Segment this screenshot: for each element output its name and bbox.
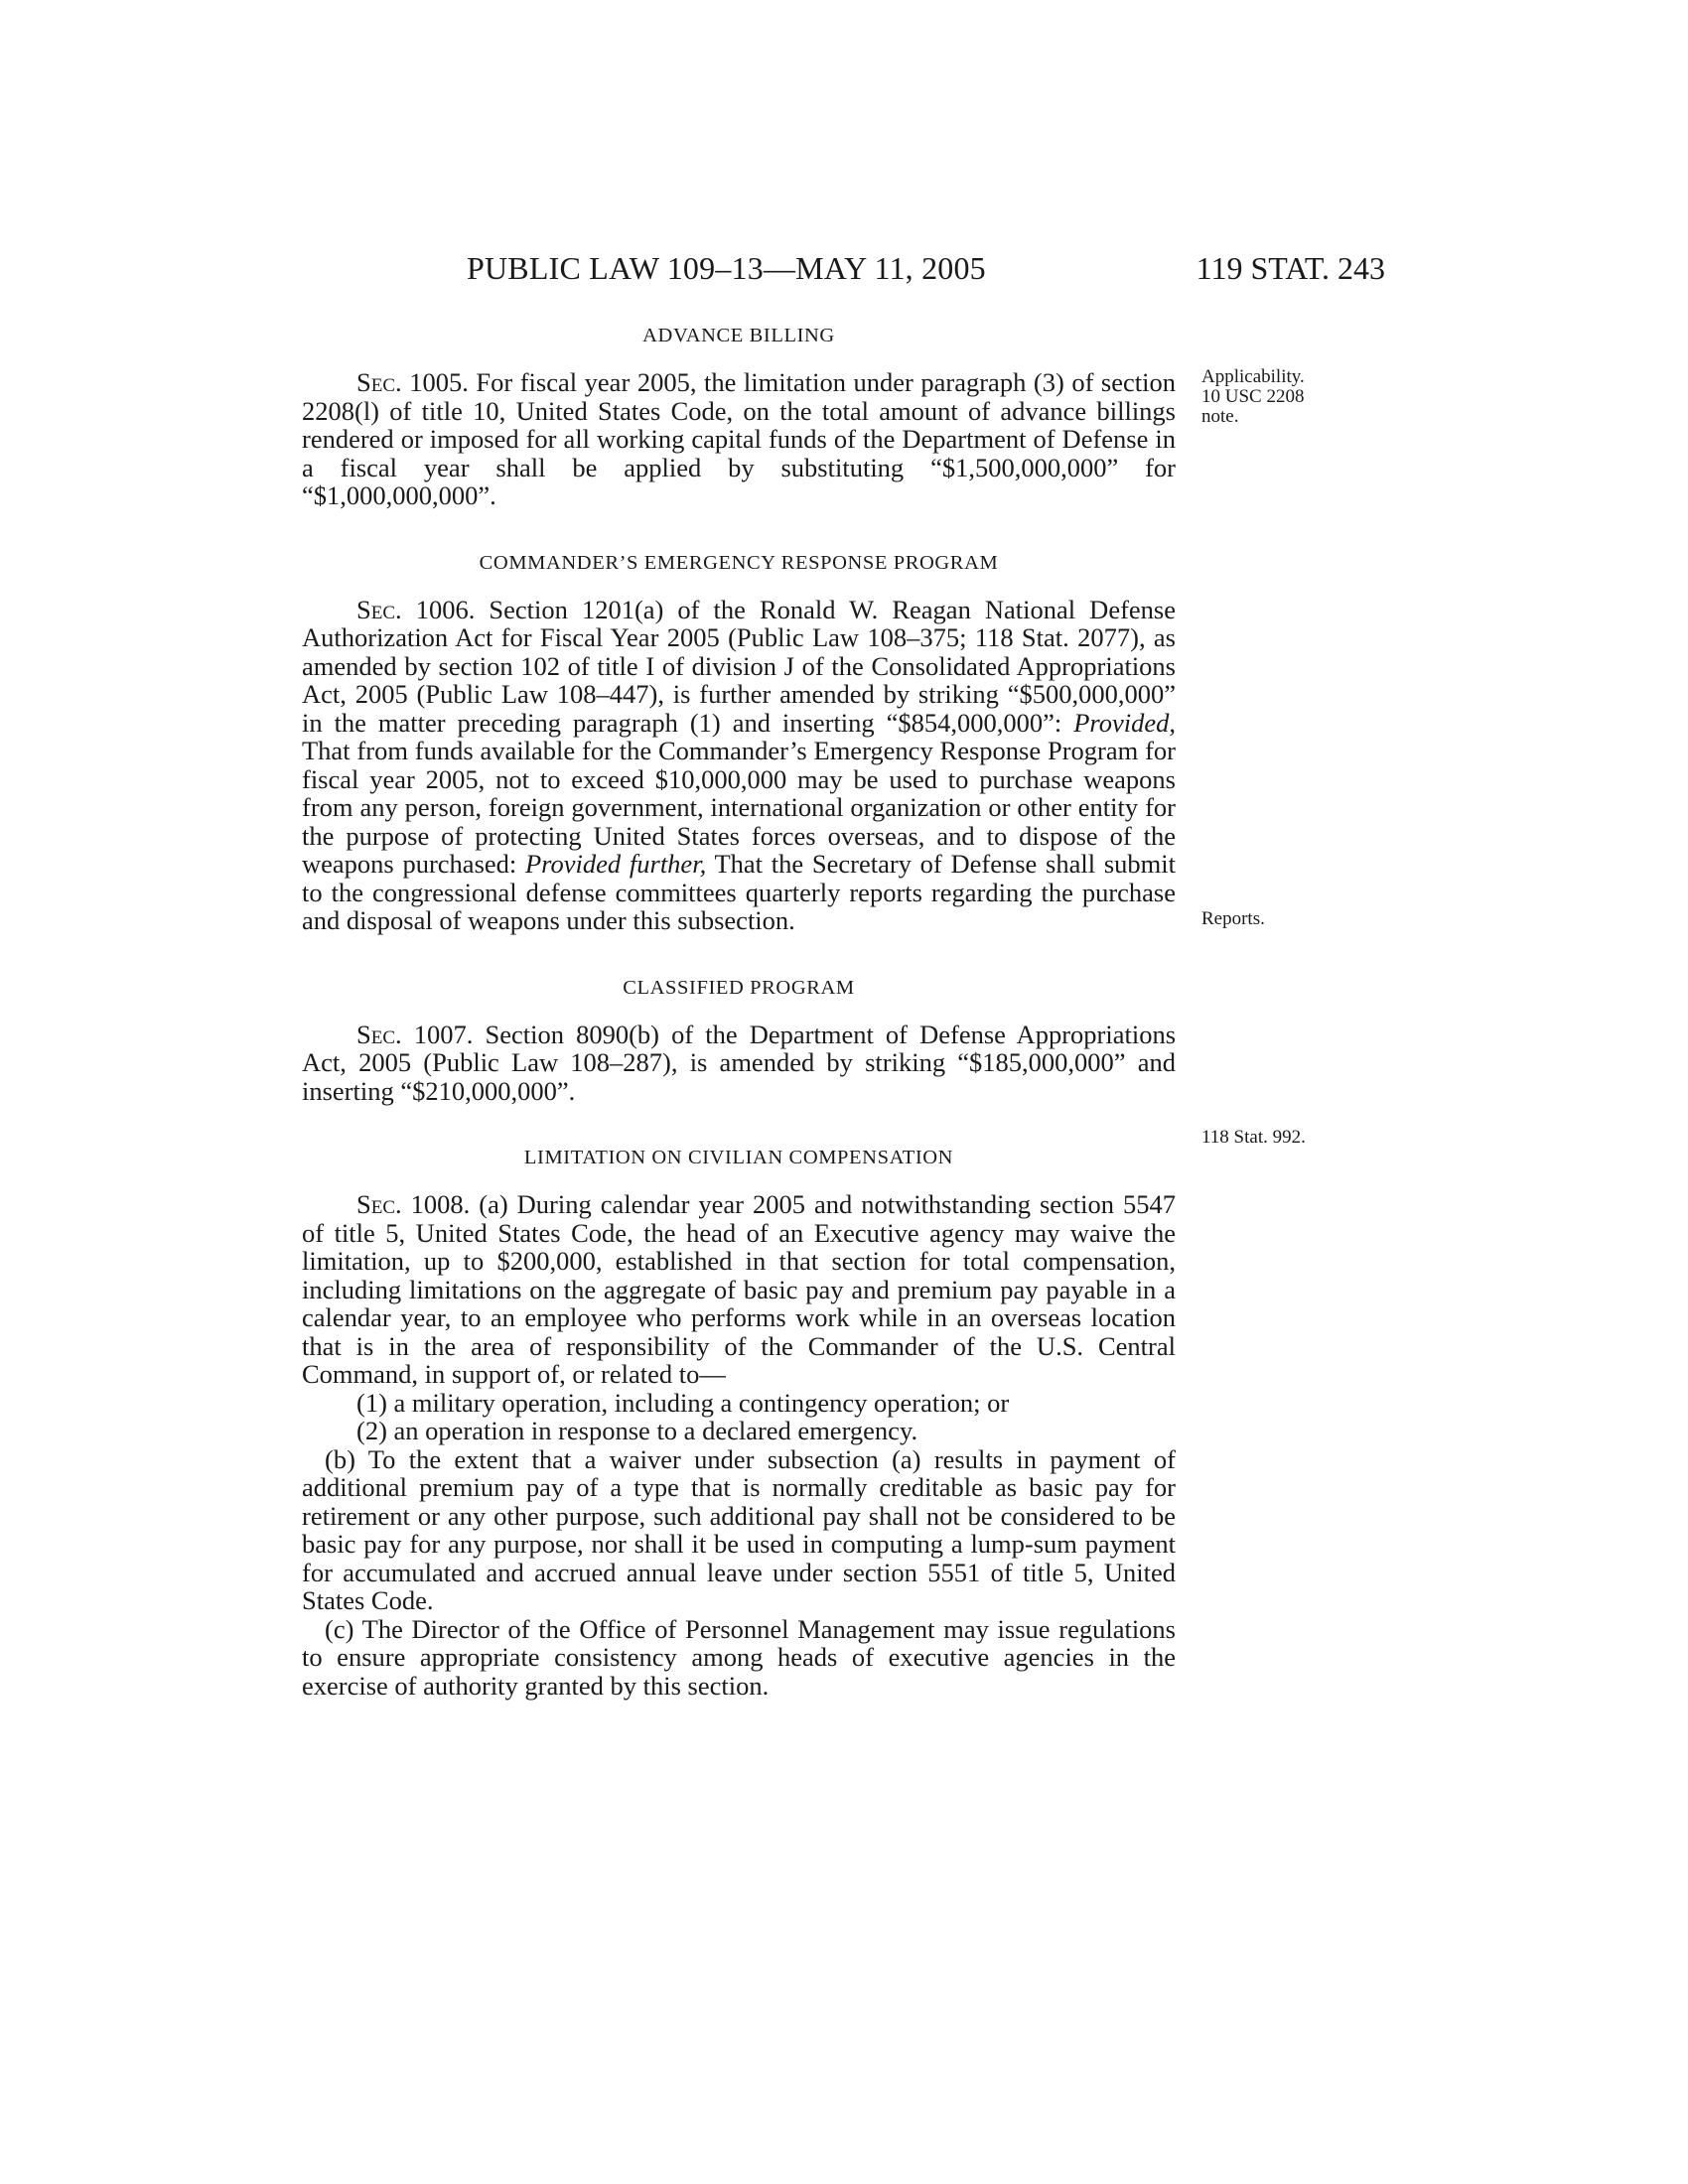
- section-label: Sec.: [356, 1189, 402, 1219]
- margin-note-applicability: [1201, 367, 1305, 427]
- section-1008-item-2: (2) an operation in response to a declared emergency.: [356, 1416, 918, 1445]
- section-1006: [302, 550, 1176, 935]
- section-1006-heading: COMMANDER’S EMERGENCY RESPONSE PROGRAM: [479, 551, 999, 574]
- section-1005-body: 1005. For fiscal year 2005, the limitation under paragraph (3) of section 2208(l) of title 10, United States Code, on the total amount of advance billings rendered or imposed for all working capital funds of the Department of Defense in a fiscal year shall be applied by substituting “$1,500,000,000” for “$1,000,000,000”.: [302, 367, 1176, 510]
- section-1007-text: [302, 1021, 1176, 1106]
- section-1005: [302, 323, 1176, 510]
- section-1008-item-1-text: (1) a military operation, including a contingency operation; or: [356, 1387, 1010, 1418]
- margin-note-applicability-line2: 10 USC 2208: [1201, 386, 1305, 407]
- section-label: Sec.: [356, 367, 402, 397]
- statute-page-number: 119 STAT. 243: [1196, 250, 1385, 286]
- provided-clause: Provided,: [1073, 707, 1176, 738]
- margin-note-stat-reference: 118 Stat. 992.: [1201, 1127, 1306, 1148]
- section-1005-heading: ADVANCE BILLING: [642, 325, 835, 346]
- margin-note-applicability-line1: Applicability.: [1201, 366, 1305, 387]
- section-1005-text: [302, 368, 1176, 510]
- section-1006-body-c: That the Secretary of Defense shall submit to the congressional defense committees quarterly reports regarding the purchase and disposal of weapons under this subsection.: [302, 849, 1176, 935]
- section-1008-item-1: [302, 1389, 1176, 1418]
- document-body: [302, 323, 1176, 1700]
- section-1007: [302, 975, 1176, 1106]
- section-1006-body-b: That from funds available for the Commander’s Emergency Response Program for fiscal year 2005, not to exceed $10,000,000 may be used to purchase weapons from any person, foreign government, international organization or other entity for the purpose of protecting United States forces overseas, and to dispose of the weapons purchased:: [302, 736, 1176, 879]
- section-1006-text: [302, 596, 1176, 935]
- section-1008-text-b: (b) To the extent that a waiver under subsection (a) results in payment of additional premium pay of a type that is normally creditable as basic pay for retirement or any other purpose, such additional pay shall not be considered to be basic pay for any purpose, nor shall it be used in computing a lump-sum payment for accumulated and accrued annual leave under section 5551 of title 5, United States Code.: [302, 1443, 1176, 1615]
- section-1008: [302, 1145, 1176, 1700]
- margin-note-reports: Reports.: [1201, 908, 1265, 929]
- section-label: Sec.: [356, 1019, 402, 1049]
- section-1007-heading: CLASSIFIED PROGRAM: [623, 976, 855, 999]
- running-head: PUBLIC LAW 109–13—MAY 11, 2005: [467, 250, 986, 286]
- section-1007-body: 1007. Section 8090(b) of the Department of Defense Appropriations Act, 2005 (Public Law 108–287), is amended by striking “$185,000,000” and inserting “$210,000,000”.: [302, 1019, 1177, 1106]
- page-header: [0, 250, 1688, 290]
- section-1008-text-a: [302, 1190, 1176, 1389]
- section-1006-body-a: 1006. Section 1201(a) of the Ronald W. Reagan National Defense Authorization Act for Fiscal Year 2005 (Public Law 108–375; 118 Stat. 2077), as amended by section 102 of title I of division J of the Consolidated Appropriations Act, 2005 (Public Law 108–447), is further amended by striking “$500,000,000” in the matter preceding paragraph (1) and inserting “$854,000,000”:: [302, 594, 1176, 738]
- section-1008-body-a: 1008. (a) During calendar year 2005 and notwithstanding section 5547 of title 5, United States Code, the head of an Executive agency may waive the limitation, up to $200,000, established in that section for total compensation, including limitations on the aggregate of basic pay and premium pay payable in a calendar year, to an employee who performs work while in an overseas location that is in the area of responsibility of the Commander of the U.S. Central Command, in support of, or related to—: [302, 1189, 1177, 1389]
- section-1008-heading: LIMITATION ON CIVILIAN COMPENSATION: [523, 1147, 954, 1168]
- margin-note-applicability-line3: note.: [1201, 406, 1239, 427]
- section-label: Sec.: [356, 594, 402, 624]
- provided-further-clause: Provided further,: [525, 849, 707, 879]
- section-1008-text-c: (c) The Director of the Office of Personnel Management may issue regulations to ensure appropriate consistency among heads of executive agencies in the exercise of authority granted by this section.: [302, 1613, 1176, 1701]
